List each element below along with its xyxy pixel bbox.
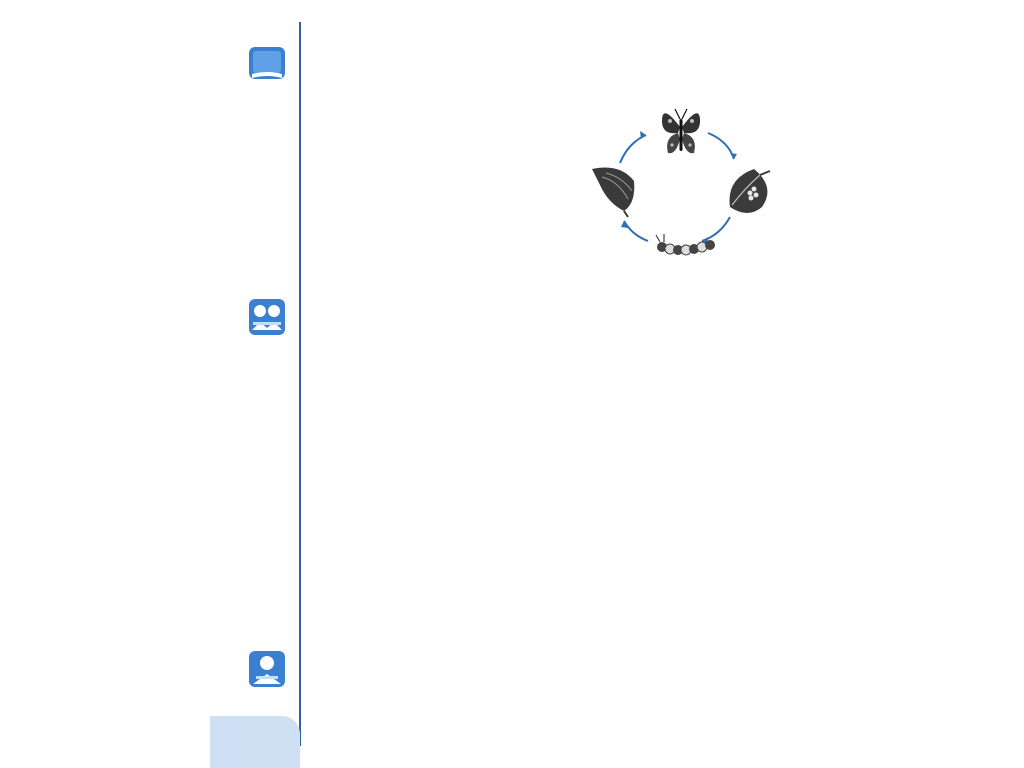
- page-number-tab: [210, 716, 300, 768]
- book-icon: [248, 44, 286, 82]
- two-children-reading-icon: [248, 298, 286, 336]
- child-reading-icon: [248, 650, 286, 688]
- margin-line: [299, 22, 301, 746]
- workbook-page: [210, 0, 814, 768]
- life-cycle-diagram: [580, 95, 780, 270]
